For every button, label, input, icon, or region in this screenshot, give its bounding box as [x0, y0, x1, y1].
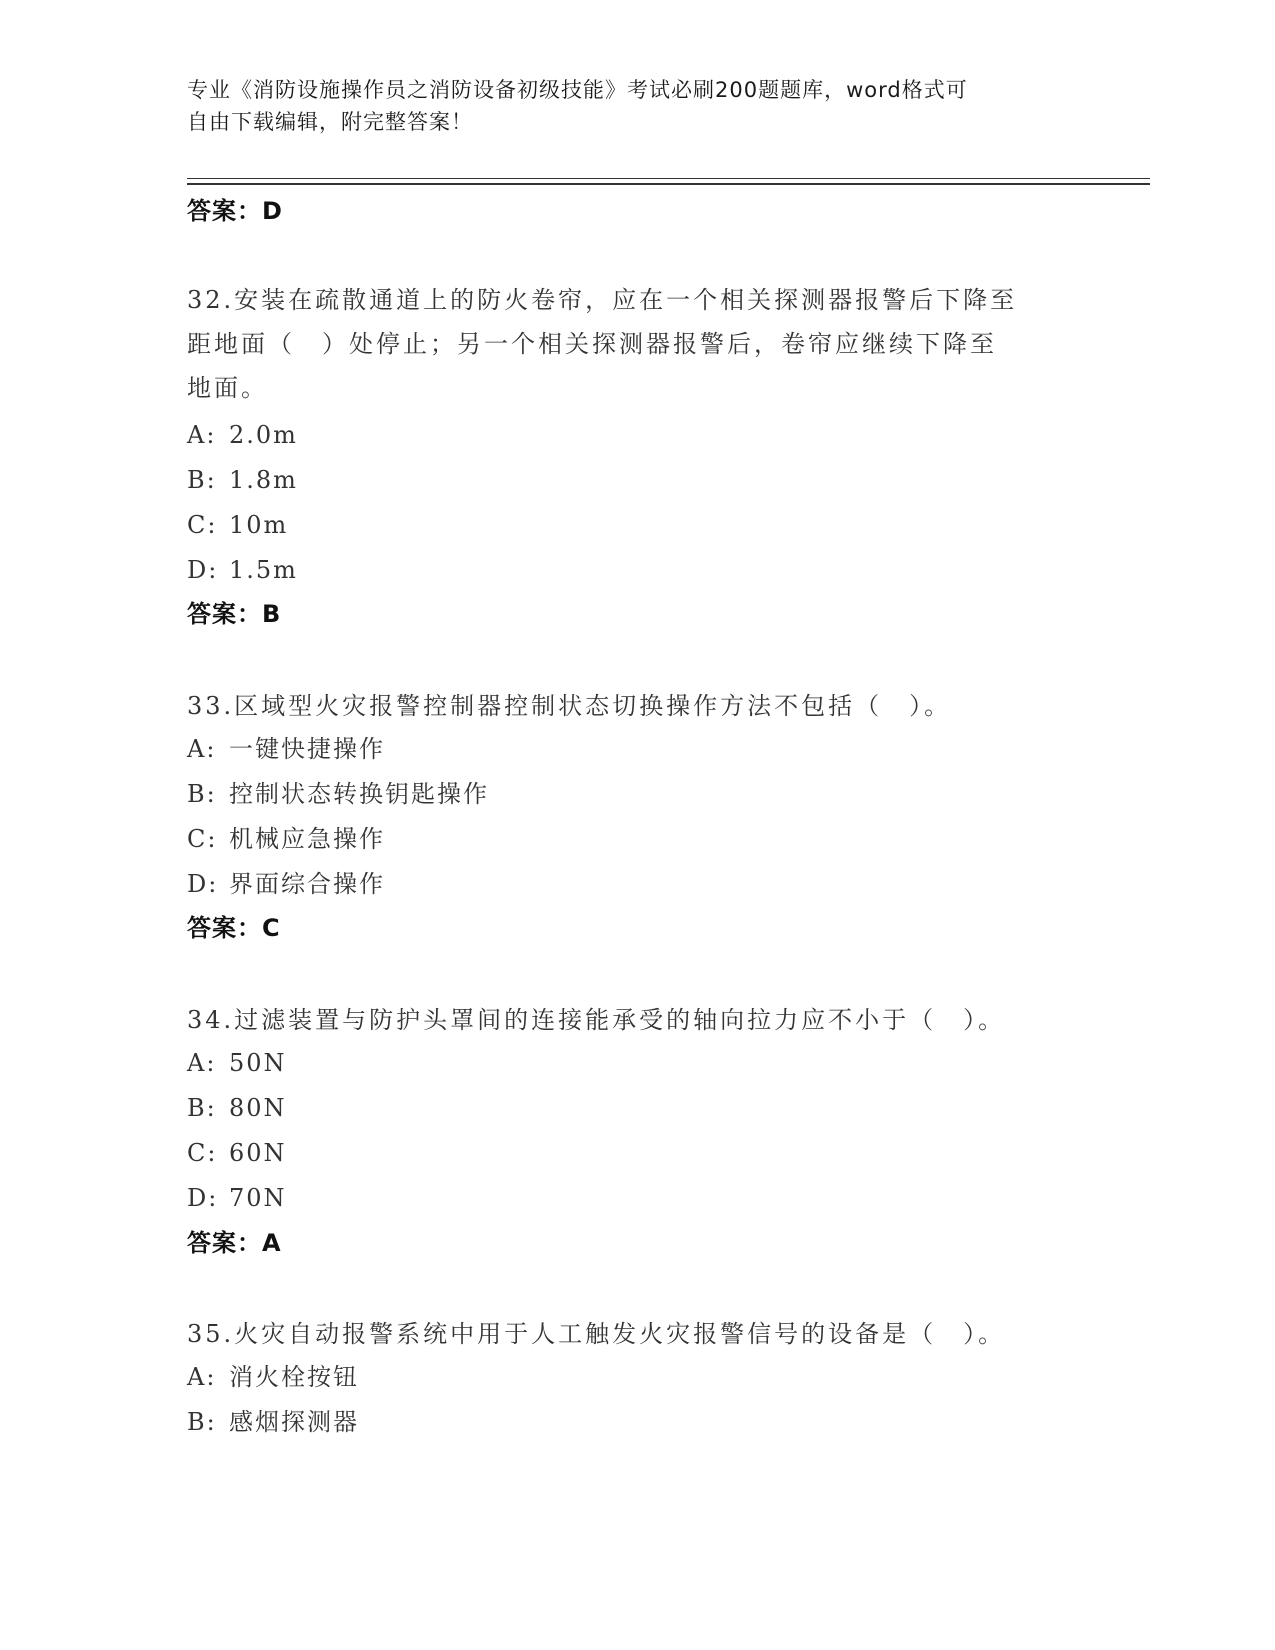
option-text: 10m [229, 511, 289, 539]
header-line-1: 专业《消防设施操作员之消防设备初级技能》考试必刷200题题库，word格式可 [187, 78, 968, 102]
option-d [187, 1183, 287, 1213]
option-b [187, 779, 489, 809]
option-a [187, 1362, 359, 1392]
option-d [187, 555, 298, 585]
header-divider-thin [187, 178, 1150, 179]
document-header [187, 74, 1067, 138]
option-a [187, 734, 385, 764]
answer-33: 答案：C [187, 914, 281, 942]
option-text: 控制状态转换钥匙操作 [229, 780, 489, 808]
question-35 [187, 1312, 1067, 1356]
option-text: 1.5m [229, 556, 298, 584]
option-text: 界面综合操作 [229, 870, 385, 898]
option-c [187, 824, 385, 854]
option-text: 消火栓按钮 [229, 1363, 359, 1391]
question-line: 33.区域型火灾报警控制器控制状态切换操作方法不包括（ ）。 [187, 692, 952, 720]
option-text: 感烟探测器 [229, 1408, 359, 1436]
option-text: 70N [229, 1184, 287, 1212]
option-text: 60N [229, 1139, 287, 1167]
option-letter: D: [187, 870, 219, 898]
option-text: 80N [229, 1094, 287, 1122]
option-letter: A: [187, 735, 217, 763]
option-letter: D: [187, 1184, 219, 1212]
option-letter: A: [187, 1049, 217, 1077]
option-letter: B: [187, 780, 217, 808]
option-letter: B: [187, 1408, 217, 1436]
question-line: 34.过滤装置与防护头罩间的连接能承受的轴向拉力应不小于（ ）。 [187, 1006, 1006, 1034]
option-text: 机械应急操作 [229, 825, 385, 853]
option-text: 1.8m [229, 466, 298, 494]
option-text: 一键快捷操作 [229, 735, 385, 763]
option-letter: B: [187, 466, 217, 494]
option-b [187, 1407, 359, 1437]
option-letter: A: [187, 1363, 217, 1391]
option-c [187, 510, 288, 540]
header-line-2: 自由下载编辑，附完整答案！ [187, 110, 473, 134]
answer-32: 答案：B [187, 600, 282, 628]
option-letter: C: [187, 1139, 218, 1167]
header-divider-thick [187, 183, 1150, 185]
option-a [187, 1048, 287, 1078]
option-c [187, 1138, 287, 1168]
option-letter: A: [187, 421, 217, 449]
question-line: 距地面（ ）处停止；另一个相关探测器报警后，卷帘应继续下降至 [187, 330, 997, 358]
option-letter: C: [187, 825, 218, 853]
question-line: 地面。 [187, 374, 268, 402]
option-letter: C: [187, 511, 218, 539]
question-line: 35.火灾自动报警系统中用于人工触发火灾报警信号的设备是（ ）。 [187, 1320, 1006, 1348]
option-d [187, 869, 385, 899]
option-b [187, 1093, 287, 1123]
option-text: 2.0m [229, 421, 298, 449]
answer-34: 答案：A [187, 1229, 282, 1257]
question-32 [187, 278, 1067, 410]
question-33 [187, 684, 1067, 728]
question-line: 32.安装在疏散通道上的防火卷帘，应在一个相关探测器报警后下降至 [187, 286, 1018, 314]
option-letter: B: [187, 1094, 217, 1122]
option-letter: D: [187, 556, 219, 584]
option-a [187, 420, 298, 450]
option-text: 50N [229, 1049, 287, 1077]
option-b [187, 465, 298, 495]
question-34 [187, 998, 1067, 1042]
previous-answer: 答案：D [187, 197, 283, 225]
